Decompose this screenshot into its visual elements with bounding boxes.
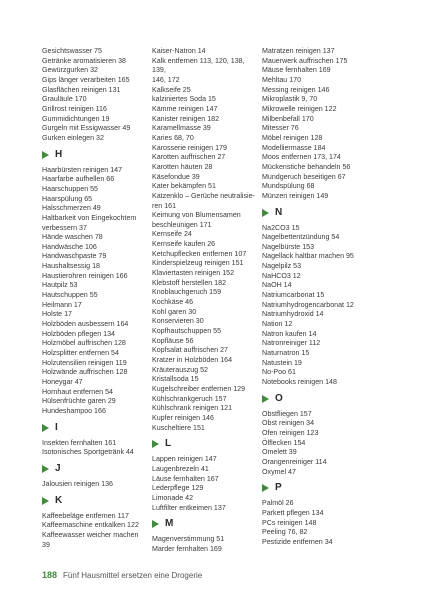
index-entry: Marder fernhalten 169 xyxy=(152,544,222,553)
green-triangle-icon xyxy=(262,209,269,217)
index-entry: Hände waschen 78 xyxy=(42,233,103,242)
index-entry: Hautpilz 53 xyxy=(42,281,78,290)
index-entry: Haushaltsessig 18 xyxy=(42,262,100,271)
index-entry: Kalk entfernen 113, 120, 138, 139, xyxy=(152,56,245,75)
index-entry: Haarfarbe aufhellen 66 xyxy=(42,175,115,184)
index-entry: Nagelbürste 153 xyxy=(262,242,315,251)
page-number: 188 xyxy=(42,570,58,580)
index-entry: Kämme reinigen 147 xyxy=(152,104,218,113)
index-entry: Kochkäse 46 xyxy=(152,298,194,307)
section-letter: K xyxy=(55,494,63,506)
section-letter: P xyxy=(275,482,282,494)
section-letter: M xyxy=(165,518,174,530)
index-entry: Nagelpilz 53 xyxy=(262,262,302,271)
p-entries xyxy=(262,499,387,547)
green-triangle-icon xyxy=(152,520,159,528)
n-entries xyxy=(262,224,387,388)
index-entry: Getränke aromatisieren 38 xyxy=(42,56,126,65)
index-entry: Holzmöbel auffrischen 128 xyxy=(42,339,126,348)
index-entry-continuation: 146, 172 xyxy=(152,75,180,84)
index-entry: Natron kaufen 14 xyxy=(262,329,317,338)
index-entry: Handwäsche 106 xyxy=(42,242,97,251)
k-entries-continued xyxy=(152,47,260,433)
index-entry: Omelett 39 xyxy=(262,448,297,457)
index-entry: Jalousien reinigen 136 xyxy=(42,479,113,488)
index-entry: Handwaschpaste 79 xyxy=(42,252,107,261)
h-entries xyxy=(42,166,147,417)
index-entry: Lederpflege 129 xyxy=(152,484,204,493)
index-entry: Limonade 42 xyxy=(152,493,194,502)
index-entry: Glasflächen reinigen 131 xyxy=(42,85,121,94)
index-entry: Kristallsoda 15 xyxy=(152,375,199,384)
index-entry: Karotten auffrischen 27 xyxy=(152,153,226,162)
index-entry: kalziniertes Soda 15 xyxy=(152,95,216,104)
green-triangle-icon xyxy=(262,395,269,403)
page-footer xyxy=(42,570,202,580)
index-entry: Nagelbettentzündung 54 xyxy=(262,233,340,242)
index-entry: Kaiser-Natron 14 xyxy=(152,47,206,55)
section-heading-k xyxy=(42,495,147,507)
index-entry: Lappen reinigen 147 xyxy=(152,455,217,464)
index-entry: Magenverstimmung 51 xyxy=(152,535,225,544)
index-entry: Kopfläuse 56 xyxy=(152,336,194,345)
section-heading-j xyxy=(42,463,147,475)
index-entry: Kühlschrankgeruch 157 xyxy=(152,394,227,403)
index-entry: Hundeshampoo 166 xyxy=(42,406,106,415)
index-entry: Gurken einlegen 32 xyxy=(42,133,104,142)
index-entry: Mauerwerk auffrischen 175 xyxy=(262,56,348,65)
section-letter: O xyxy=(275,392,283,404)
green-triangle-icon xyxy=(42,465,49,473)
section-heading-m xyxy=(152,518,260,530)
index-entry: Mehltau 170 xyxy=(262,75,302,84)
index-entry: Knoblauchgeruch 159 xyxy=(152,288,222,297)
index-entry: Gips länger verarbeiten 165 xyxy=(42,75,130,84)
index-entry: Karosserie reinigen 179 xyxy=(152,143,227,152)
index-entry: Keimung von Blumensamen xyxy=(152,211,241,220)
index-entry: Möbel reinigen 128 xyxy=(262,133,323,142)
index-entry: Gurgeln mit Essigwasser 49 xyxy=(42,124,131,133)
index-entry: Orangenreiniger 114 xyxy=(262,457,327,466)
index-entry: Naturnatron 15 xyxy=(262,349,310,358)
g-entries-continued xyxy=(42,47,147,144)
section-heading-i xyxy=(42,422,147,434)
index-entry: Mitesser 76 xyxy=(262,124,299,133)
index-column-2 xyxy=(152,47,260,555)
index-entry: Läuse fernhalten 167 xyxy=(152,474,219,483)
index-entry: Mückenstiche behandeln 56 xyxy=(262,162,351,171)
index-entry: Katzenklo – Gerüche neutralisie- xyxy=(152,191,255,200)
index-entry: Kaffeewasser weicher machen 39 xyxy=(42,530,139,549)
index-entry: Holzsplitter entfernen 54 xyxy=(42,349,119,358)
index-entry: Gewürzgurken 32 xyxy=(42,66,98,75)
index-entry-continuation: beschleunigen 171 xyxy=(152,220,212,229)
index-entry: Grillrost reinigen 116 xyxy=(42,104,107,113)
index-entry: Holzböden ausbessern 164 xyxy=(42,320,129,329)
j-entries xyxy=(42,480,147,490)
index-entry: Moos entfernen 173, 174 xyxy=(262,153,341,162)
index-entry: Holzwände auffrischen 128 xyxy=(42,368,128,377)
index-entry: Kaffeemaschine entkalken 122 xyxy=(42,521,139,530)
index-entry: Modelliermasse 184 xyxy=(262,143,326,152)
index-entry: Gesichtswasser 75 xyxy=(42,47,102,55)
index-entry: Obstfliegen 157 xyxy=(262,409,312,418)
index-entry-continuation: verbessern 37 xyxy=(42,223,87,232)
index-entry: Insekten fernhalten 161 xyxy=(42,438,117,447)
index-entry: PCs reinigen 148 xyxy=(262,518,317,527)
index-entry: Kugelschreiber entfernen 129 xyxy=(152,384,246,393)
index-entry: Messing reinigen 146 xyxy=(262,85,330,94)
index-entry: Ölflecken 154 xyxy=(262,438,306,447)
index-entry: Honeygar 47 xyxy=(42,378,83,386)
index-entry: Ofen reinigen 123 xyxy=(262,428,319,437)
index-entry: Isotonisches Sportgetränk 44 xyxy=(42,448,134,457)
index-entry: Haltbarkeit von Eingekochtem xyxy=(42,213,137,222)
index-entry: Peeling 76, 82 xyxy=(262,528,308,537)
section-heading-h xyxy=(42,149,147,161)
index-entry: Holzböden pflegen 134 xyxy=(42,329,115,338)
index-column-1 xyxy=(42,47,147,550)
index-entry: Grauläule 170 xyxy=(42,95,87,104)
index-entry: Kernseife 24 xyxy=(152,230,192,239)
index-entry: Haarschuppen 55 xyxy=(42,184,99,193)
section-letter: L xyxy=(165,438,172,450)
index-entry: Kräuterauszug 52 xyxy=(152,365,208,374)
index-entry: Karotten häuten 28 xyxy=(152,162,213,171)
index-entry: Kaffeebeläge entfernen 117 xyxy=(42,511,129,520)
section-letter: J xyxy=(55,463,61,475)
index-entry: Natustein 19 xyxy=(262,358,302,367)
index-entry: Holste 17 xyxy=(42,310,72,319)
section-letter: N xyxy=(275,206,283,218)
index-entry: Hautschuppen 55 xyxy=(42,291,98,300)
index-entry: Mikroplastik 9, 70 xyxy=(262,95,318,104)
index-entry: Kopfsalat auffrischen 27 xyxy=(152,346,228,355)
index-entry: Kater bekämpfen 51 xyxy=(152,182,216,191)
section-heading-l xyxy=(152,438,260,450)
green-triangle-icon xyxy=(42,151,49,159)
index-entry: Haustierohren reinigen 166 xyxy=(42,271,128,280)
index-entry: Halsschmerzen 49 xyxy=(42,204,101,213)
index-entry: No-Poo 61 xyxy=(262,368,296,377)
index-entry: NaOH 14 xyxy=(262,281,292,290)
index-entry: Konservieren 30 xyxy=(152,317,204,326)
index-entry: Kanister reinigen 182 xyxy=(152,114,220,123)
index-entry: Karies 68, 70 xyxy=(152,133,194,142)
index-entry: Luftfilter entkeimen 137 xyxy=(152,503,226,512)
green-triangle-icon xyxy=(42,497,49,505)
index-entry: Kühlschrank reinigen 121 xyxy=(152,404,233,413)
index-entry: Gummidichtungen 19 xyxy=(42,114,110,123)
index-column-3 xyxy=(262,47,387,548)
index-entry: Haarbürsten reinigen 147 xyxy=(42,165,123,174)
index-entry: Laugenbrezeln 41 xyxy=(152,464,209,473)
k-entries xyxy=(42,512,147,551)
index-entry: Klebstoff herstellen 182 xyxy=(152,278,227,287)
index-entry: Kuscheltiere 151 xyxy=(152,423,205,432)
index-entry: Kohl garen 30 xyxy=(152,307,197,316)
index-entry: Münzen reinigen 149 xyxy=(262,191,329,200)
section-letter: H xyxy=(55,148,63,160)
o-entries xyxy=(262,410,387,478)
index-entry: Holzutensilien reinigen 119 xyxy=(42,358,127,367)
index-entry: Milbenbefall 170 xyxy=(262,114,314,123)
index-entry: Hülsenfrüchte garen 29 xyxy=(42,397,116,406)
index-entry: Heilmann 17 xyxy=(42,300,82,309)
index-entry: Nation 12 xyxy=(262,320,293,329)
index-entry: Mikrowelle reinigen 122 xyxy=(262,104,337,113)
index-entry: Notebooks reinigen 148 xyxy=(262,378,337,386)
index-entry: Mäuse fernhalten 169 xyxy=(262,66,331,75)
index-entry: Haarspülung 65 xyxy=(42,194,93,203)
section-heading-n xyxy=(262,207,387,219)
i-entries xyxy=(42,439,147,458)
index-entry: Matratzen reinigen 137 xyxy=(262,47,335,55)
index-entry: Obst reinigen 34 xyxy=(262,419,315,428)
green-triangle-icon xyxy=(262,484,269,492)
index-entry: Ketchupflecken entfernen 107 xyxy=(152,249,247,258)
index-entry: Oxymel 47 xyxy=(262,467,296,476)
index-entry: Pestizide entfernen 34 xyxy=(262,537,333,546)
index-entry: Kratzer in Holzböden 164 xyxy=(152,356,233,364)
index-entry: Natriumhydrogencarbonat 12 xyxy=(262,300,354,309)
index-entry: Hornhaut entfernen 54 xyxy=(42,387,113,396)
index-entry: Kinderspielzeug reinigen 151 xyxy=(152,259,244,268)
running-title: Fünf Hausmittel ersetzen eine Drogerie xyxy=(63,571,203,580)
index-entry: Na2CO3 15 xyxy=(262,223,300,232)
m-entries-continued xyxy=(262,47,387,202)
index-entry: Nagellack haltbar machen 95 xyxy=(262,252,354,261)
index-entry: Karamellmasse 39 xyxy=(152,124,211,133)
index-entry: Parkett pflegen 134 xyxy=(262,508,324,517)
l-entries xyxy=(152,455,260,513)
index-entry: Kernseife kaufen 26 xyxy=(152,240,216,249)
index-entry: Kalkseife 25 xyxy=(152,85,191,94)
section-heading-p xyxy=(262,482,387,494)
green-triangle-icon xyxy=(152,440,159,448)
index-entry: Käsefondue 39 xyxy=(152,172,200,181)
index-entry: Kupfer reinigen 146 xyxy=(152,413,214,422)
green-triangle-icon xyxy=(42,424,49,432)
index-entry: Natriumcarbonat 15 xyxy=(262,291,325,300)
index-entry: Natriumhydroxid 14 xyxy=(262,310,324,319)
index-entry: Mundspülung 68 xyxy=(262,182,315,191)
index-entry: Kopfhautschuppen 55 xyxy=(152,327,222,336)
index-entry: Natronreiniger 112 xyxy=(262,339,321,348)
index-entry: Klaviertasten reinigen 152 xyxy=(152,269,235,278)
index-entry: Mundgeruch beseitigen 67 xyxy=(262,172,346,181)
section-letter: I xyxy=(55,421,58,433)
index-entry: NaHCO3 12 xyxy=(262,271,301,280)
m-entries xyxy=(152,535,260,554)
index-entry: Palmöl 26 xyxy=(262,499,294,508)
index-entry-continuation: ren 161 xyxy=(152,201,177,210)
section-heading-o xyxy=(262,393,387,405)
